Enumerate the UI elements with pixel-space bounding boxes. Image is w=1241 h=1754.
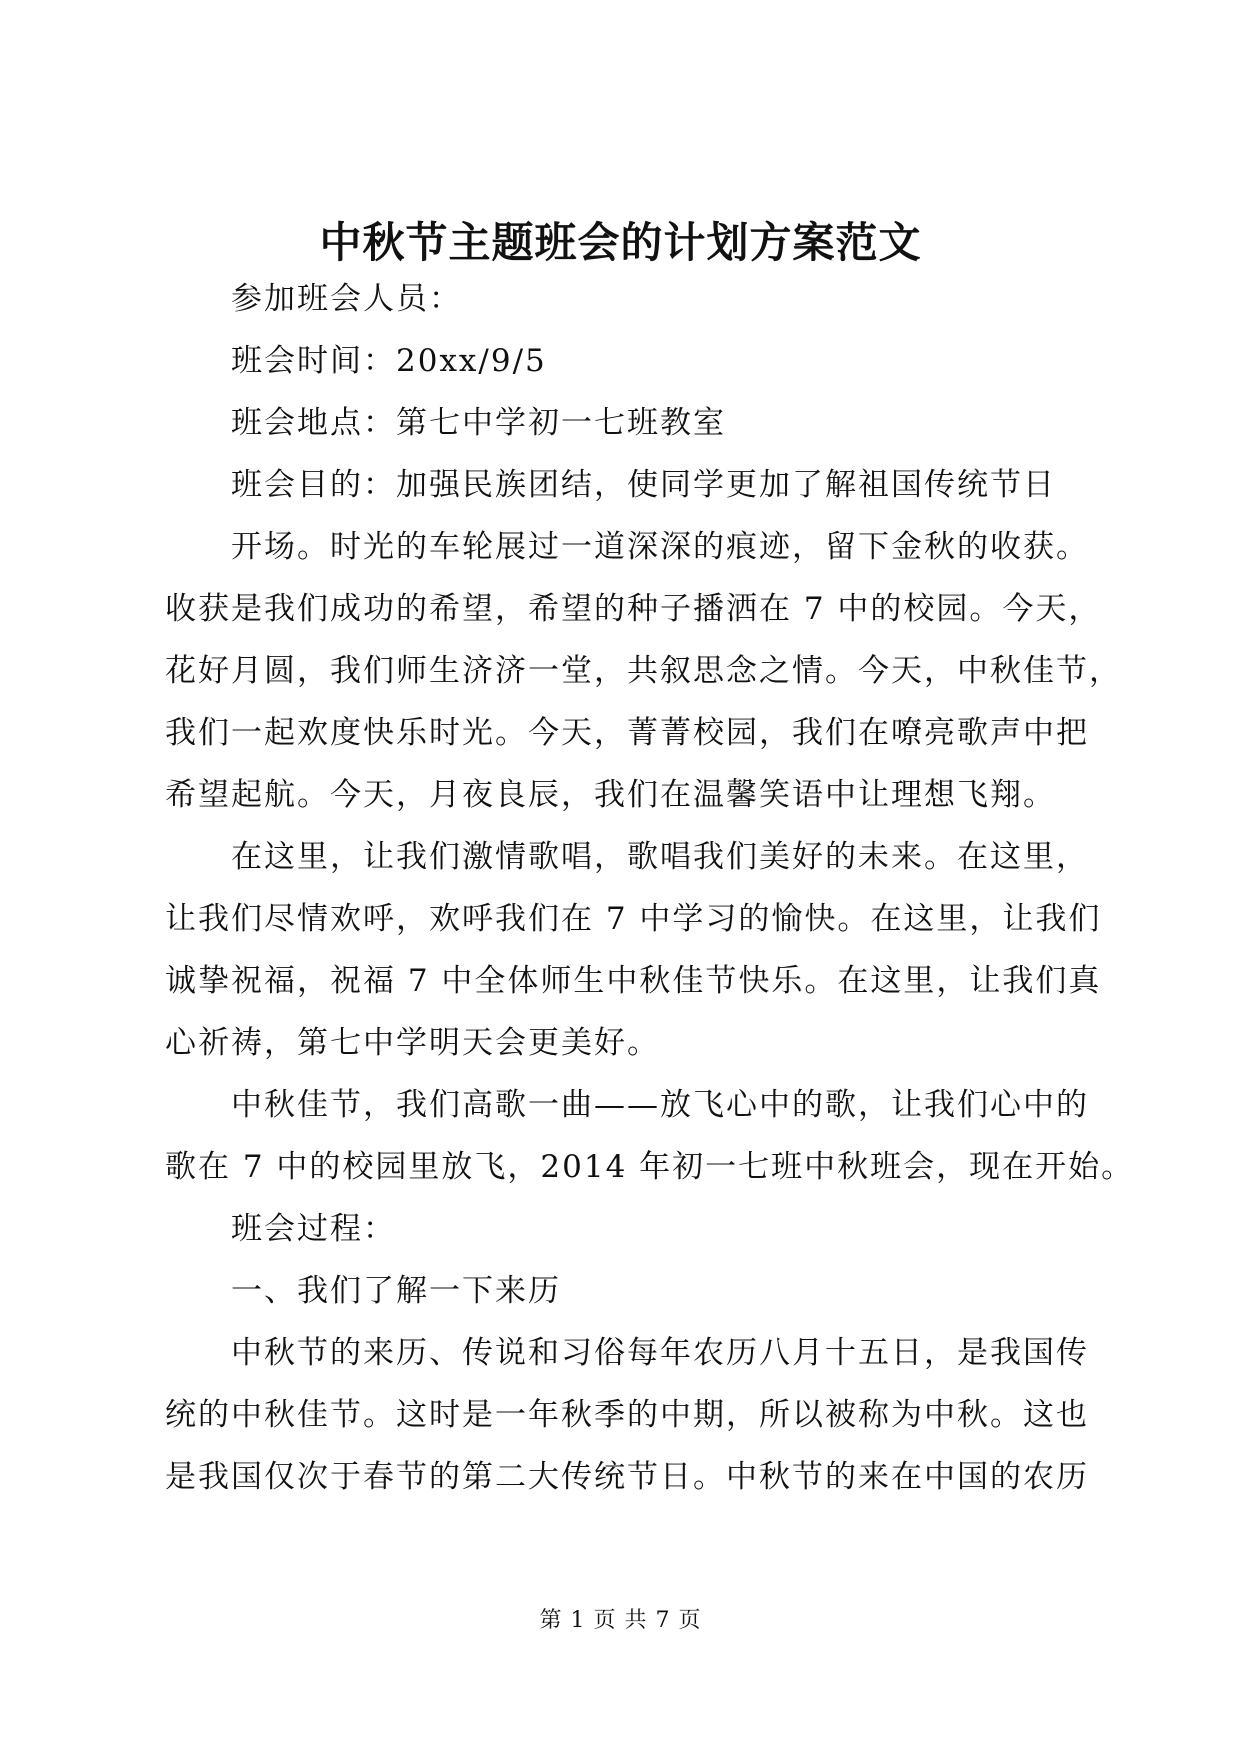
text-line: 歌在 7 中的校园里放飞，2014 年初一七班中秋班会，现在开始。 [165,1149,1135,1185]
text-line: 在这里，让我们激情歌唱，歌唱我们美好的未来。在这里， [231,839,1089,875]
document-body [165,268,1135,1508]
section-heading: 一、我们了解一下来历 [231,1273,561,1309]
text-line: 让我们尽情欢呼，欢呼我们在 7 中学习的愉快。在这里，让我们 [165,901,1102,937]
text-line: 开场。时光的车轮展过一道深深的痕迹，留下金秋的收获。 [231,529,1089,565]
document-title: 中秋节主题班会的计划方案范文 [319,218,922,267]
text-line-purpose: 班会目的：加强民族团结，使同学更加了解祖国传统节日 [231,467,1056,503]
text-line: 诚挚祝福，祝福 7 中全体师生中秋佳节快乐。在这里，让我们真 [165,963,1102,999]
text-line: 希望起航。今天，月夜良辰，我们在温馨笑语中让理想飞翔。 [165,777,1056,813]
text-line-attendees: 参加班会人员： [231,281,462,317]
text-line: 我们一起欢度快乐时光。今天，菁菁校园，我们在嘹亮歌声中把 [165,715,1089,751]
text-line: 心祈祷，第七中学明天会更美好。 [165,1025,660,1061]
text-line-location: 班会地点：第七中学初一七班教室 [231,405,726,441]
text-line-time: 班会时间：20xx/9/5 [231,343,547,379]
text-line: 花好月圆，我们师生济济一堂，共叙思念之情。今天，中秋佳节， [165,653,1122,689]
page-number: 第 1 页 共 7 页 [539,1608,702,1633]
text-line: 中秋节的来历、传说和习俗每年农历八月十五日，是我国传 [231,1335,1089,1371]
text-line: 统的中秋佳节。这时是一年秋季的中期，所以被称为中秋。这也 [165,1397,1089,1433]
text-line: 中秋佳节，我们高歌一曲——放飞心中的歌，让我们心中的 [231,1087,1089,1123]
text-line-process: 班会过程： [231,1211,396,1247]
text-line: 收获是我们成功的希望，希望的种子播洒在 7 中的校园。今天， [165,591,1102,627]
text-line: 是我国仅次于春节的第二大传统节日。中秋节的来在中国的农历 [165,1459,1089,1495]
